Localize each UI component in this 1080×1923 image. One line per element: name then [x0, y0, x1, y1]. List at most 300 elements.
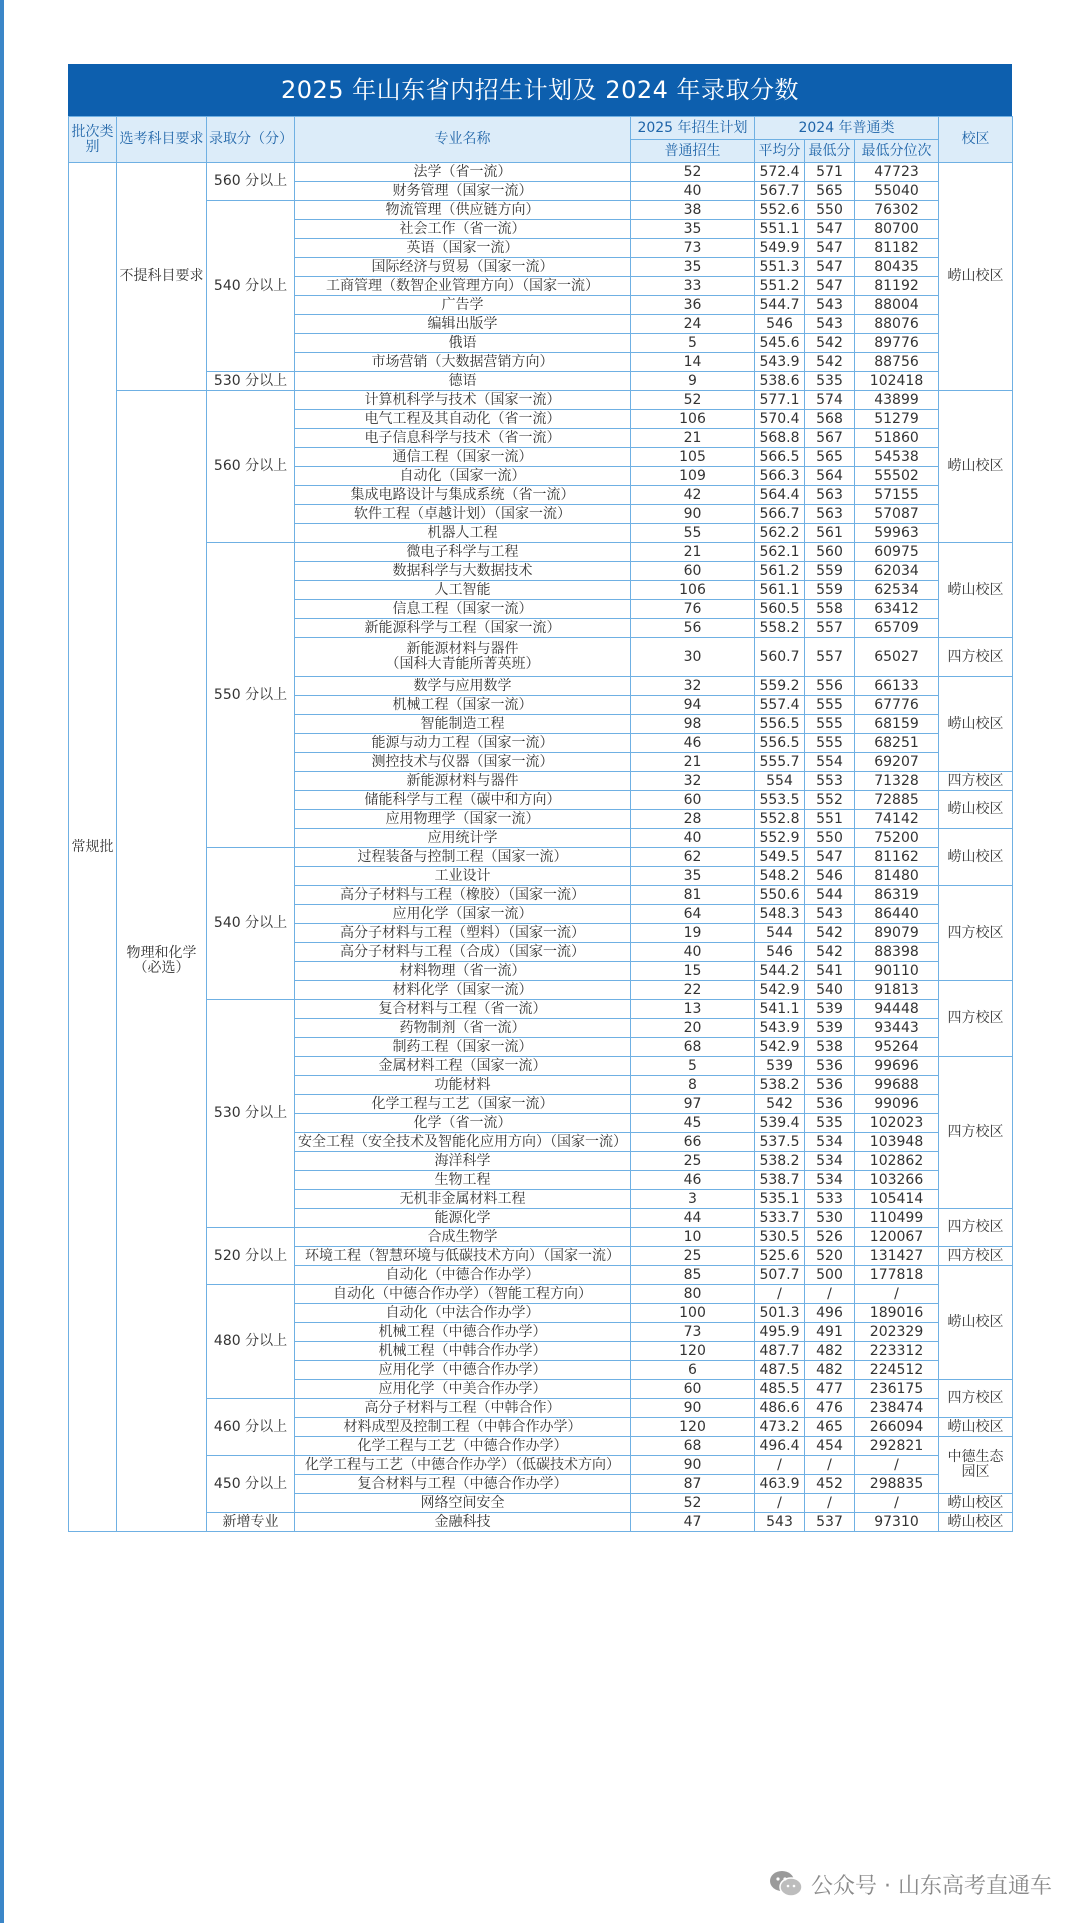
- avg-score-cell: 567.7: [755, 182, 805, 201]
- header-plan-regular: 普通招生: [631, 140, 755, 163]
- avg-score-cell: 485.5: [755, 1380, 805, 1399]
- plan-count-cell: 5: [631, 334, 755, 353]
- major-name-cell: [295, 791, 631, 810]
- plan-count-cell: 35: [631, 867, 755, 886]
- major-name: 集成电路设计与集成系统（省一流）: [350, 486, 575, 503]
- campus-cell: 四方校区: [939, 1380, 1013, 1418]
- min-score-cell: 567: [805, 429, 855, 448]
- major-name: 通信工程（国家一流）: [392, 448, 533, 465]
- campus-cell: 四方校区: [939, 886, 1013, 981]
- major-name: 复合材料与工程（中德合作办学）: [357, 1475, 568, 1492]
- major-name: 财务管理（国家一流）: [392, 182, 533, 199]
- min-score-cell: 535: [805, 1114, 855, 1133]
- min-score-cell: 565: [805, 182, 855, 201]
- min-score-cell: 542: [805, 353, 855, 372]
- avg-score-cell: 566.3: [755, 467, 805, 486]
- major-name: 应用化学（国家一流）: [392, 905, 533, 922]
- plan-count-cell: 81: [631, 886, 755, 905]
- plan-count-cell: 105: [631, 448, 755, 467]
- min-rank-cell: 51860: [855, 429, 939, 448]
- plan-count-cell: 98: [631, 715, 755, 734]
- min-score-cell: 452: [805, 1475, 855, 1494]
- min-rank-cell: 90110: [855, 962, 939, 981]
- min-rank-cell: 57155: [855, 486, 939, 505]
- table-body: [69, 163, 1013, 1532]
- min-score-cell: 520: [805, 1247, 855, 1266]
- watermark-text: 公众号 · 山东高考直通车: [811, 1873, 1052, 1899]
- major-name: 复合材料与工程（省一流）: [378, 1000, 547, 1017]
- min-rank-cell: 63412: [855, 600, 939, 619]
- major-name: 自动化（国家一流）: [399, 467, 526, 484]
- avg-score-cell: 553.5: [755, 791, 805, 810]
- min-score-cell: 465: [805, 1418, 855, 1437]
- major-name-cell: [295, 619, 631, 638]
- min-rank-cell: 86440: [855, 905, 939, 924]
- header-score: 录取分（分）: [207, 117, 295, 163]
- major-name: 人工智能: [434, 581, 491, 598]
- min-score-cell: 543: [805, 905, 855, 924]
- avg-score-cell: 538.2: [755, 1076, 805, 1095]
- major-name: 自动化（中法合作办学）: [385, 1304, 540, 1321]
- min-score-cell: 533: [805, 1190, 855, 1209]
- major-name-cell: [295, 1038, 631, 1057]
- major-name: 能源化学: [434, 1209, 491, 1226]
- major-name-cell: [295, 905, 631, 924]
- major-name-cell: [295, 1133, 631, 1152]
- plan-count-cell: 46: [631, 734, 755, 753]
- major-name-cell: [295, 1152, 631, 1171]
- campus-cell: 四方校区: [939, 981, 1013, 1057]
- major-name-cell: [295, 220, 631, 239]
- major-name: 材料化学（国家一流）: [392, 981, 533, 998]
- major-name-cell: [295, 182, 631, 201]
- min-rank-cell: 69207: [855, 753, 939, 772]
- major-name-cell: [295, 1285, 631, 1304]
- min-rank-cell: 93443: [855, 1019, 939, 1038]
- plan-count-cell: 52: [631, 163, 755, 182]
- avg-score-cell: 495.9: [755, 1323, 805, 1342]
- campus-cell: 四方校区: [939, 638, 1013, 677]
- min-rank-cell: 43899: [855, 391, 939, 410]
- plan-count-cell: 6: [631, 1361, 755, 1380]
- avg-score-cell: 525.6: [755, 1247, 805, 1266]
- min-score-cell: 547: [805, 848, 855, 867]
- major-name-cell: [295, 562, 631, 581]
- min-rank-cell: 80700: [855, 220, 939, 239]
- min-score-cell: 537: [805, 1513, 855, 1532]
- min-score-cell: 542: [805, 334, 855, 353]
- major-name-cell: [295, 1057, 631, 1076]
- min-rank-cell: 72885: [855, 791, 939, 810]
- min-score-cell: 564: [805, 467, 855, 486]
- min-rank-cell: 236175: [855, 1380, 939, 1399]
- campus-cell: 崂山校区: [939, 1513, 1013, 1532]
- plan-count-cell: 120: [631, 1342, 755, 1361]
- table-row: [69, 848, 1013, 867]
- major-name-cell: [295, 924, 631, 943]
- min-rank-cell: 94448: [855, 1000, 939, 1019]
- min-score-cell: 538: [805, 1038, 855, 1057]
- min-rank-cell: 81182: [855, 239, 939, 258]
- avg-score-cell: 538.6: [755, 372, 805, 391]
- major-name-cell: [295, 163, 631, 182]
- major-name: 数据科学与大数据技术: [392, 562, 533, 579]
- plan-count-cell: 35: [631, 258, 755, 277]
- major-name: 制药工程（国家一流）: [392, 1038, 533, 1055]
- score-threshold-cell: 480 分以上: [207, 1285, 295, 1399]
- min-rank-cell: 99696: [855, 1057, 939, 1076]
- major-name-cell: [295, 981, 631, 1000]
- min-score-cell: 542: [805, 924, 855, 943]
- min-score-cell: 454: [805, 1437, 855, 1456]
- min-score-cell: 534: [805, 1133, 855, 1152]
- plan-count-cell: 20: [631, 1019, 755, 1038]
- major-name-cell: [295, 1190, 631, 1209]
- major-name: 英语（国家一流）: [406, 239, 519, 256]
- avg-score-cell: 539: [755, 1057, 805, 1076]
- min-score-cell: 536: [805, 1057, 855, 1076]
- min-score-cell: 536: [805, 1076, 855, 1095]
- min-rank-cell: 86319: [855, 886, 939, 905]
- campus-cell: 崂山校区: [939, 677, 1013, 772]
- plan-count-cell: 60: [631, 791, 755, 810]
- campus-cell: 中德生态园区: [939, 1437, 1013, 1494]
- campus-cell: 崂山校区: [939, 543, 1013, 638]
- major-name: 市场营销（大数据营销方向）: [371, 353, 554, 370]
- avg-score-cell: 542: [755, 1095, 805, 1114]
- min-rank-cell: 292821: [855, 1437, 939, 1456]
- min-rank-cell: 102418: [855, 372, 939, 391]
- avg-score-cell: 507.7: [755, 1266, 805, 1285]
- min-score-cell: 556: [805, 677, 855, 696]
- campus-cell: 崂山校区: [939, 829, 1013, 886]
- min-score-cell: 571: [805, 163, 855, 182]
- major-name-cell: [295, 1418, 631, 1437]
- avg-score-cell: 549.9: [755, 239, 805, 258]
- plan-count-cell: 73: [631, 239, 755, 258]
- avg-score-cell: 551.3: [755, 258, 805, 277]
- plan-count-cell: 47: [631, 1513, 755, 1532]
- min-rank-cell: 99096: [855, 1095, 939, 1114]
- major-name-cell: [295, 886, 631, 905]
- major-name: 德语: [448, 372, 477, 389]
- plan-count-cell: 73: [631, 1323, 755, 1342]
- min-rank-cell: 62534: [855, 581, 939, 600]
- major-name: 广告学: [441, 296, 484, 313]
- min-rank-cell: 76302: [855, 201, 939, 220]
- plan-count-cell: 87: [631, 1475, 755, 1494]
- major-name-cell: [295, 505, 631, 524]
- plan-count-cell: 68: [631, 1437, 755, 1456]
- plan-count-cell: 66: [631, 1133, 755, 1152]
- plan-count-cell: 109: [631, 467, 755, 486]
- min-rank-cell: 75200: [855, 829, 939, 848]
- major-name: 编辑出版学: [427, 315, 498, 332]
- major-name: 自动化（中德合作办学）（智能工程方向）: [333, 1285, 592, 1302]
- avg-score-cell: /: [755, 1456, 805, 1475]
- min-score-cell: 558: [805, 600, 855, 619]
- major-name-cell: [295, 448, 631, 467]
- avg-score-cell: 543: [755, 1513, 805, 1532]
- plan-count-cell: 52: [631, 1494, 755, 1513]
- min-rank-cell: 55502: [855, 467, 939, 486]
- min-rank-cell: 95264: [855, 1038, 939, 1057]
- score-threshold-cell: 新增专业: [207, 1513, 295, 1532]
- min-rank-cell: 81192: [855, 277, 939, 296]
- plan-count-cell: 52: [631, 391, 755, 410]
- major-name: 化学（省一流）: [413, 1114, 512, 1131]
- score-threshold-cell: 460 分以上: [207, 1399, 295, 1456]
- major-name-cell: [295, 867, 631, 886]
- min-rank-cell: 62034: [855, 562, 939, 581]
- min-rank-cell: 223312: [855, 1342, 939, 1361]
- min-rank-cell: 66133: [855, 677, 939, 696]
- avg-score-cell: 548.3: [755, 905, 805, 924]
- campus-cell: 崂山校区: [939, 391, 1013, 543]
- min-rank-cell: 99688: [855, 1076, 939, 1095]
- min-score-cell: 560: [805, 543, 855, 562]
- plan-count-cell: 90: [631, 1456, 755, 1475]
- min-rank-cell: 89079: [855, 924, 939, 943]
- avg-score-cell: 545.6: [755, 334, 805, 353]
- avg-score-cell: 533.7: [755, 1209, 805, 1228]
- plan-count-cell: 5: [631, 1057, 755, 1076]
- avg-score-cell: 544.2: [755, 962, 805, 981]
- plan-count-cell: 55: [631, 524, 755, 543]
- avg-score-cell: 561.2: [755, 562, 805, 581]
- min-score-cell: 551: [805, 810, 855, 829]
- table-row: [69, 163, 1013, 182]
- min-score-cell: 476: [805, 1399, 855, 1418]
- major-name: 高分子材料与工程（合成）（国家一流）: [340, 943, 585, 960]
- min-rank-cell: 120067: [855, 1228, 939, 1247]
- campus-cell: 四方校区: [939, 1209, 1013, 1247]
- min-score-cell: 557: [805, 638, 855, 677]
- major-name-cell: [295, 734, 631, 753]
- min-score-cell: 539: [805, 1000, 855, 1019]
- avg-score-cell: 556.5: [755, 715, 805, 734]
- min-score-cell: 553: [805, 772, 855, 791]
- admission-table-sheet: [68, 64, 1012, 1532]
- min-rank-cell: 102862: [855, 1152, 939, 1171]
- table-row: [69, 1513, 1013, 1532]
- min-rank-cell: 65709: [855, 619, 939, 638]
- avg-score-cell: 543.9: [755, 353, 805, 372]
- major-name: 安全工程（安全技术及智能化应用方向）（国家一流）: [298, 1133, 627, 1150]
- campus-cell: 四方校区: [939, 1057, 1013, 1209]
- major-name-cell: [295, 391, 631, 410]
- major-name-cell: [295, 1323, 631, 1342]
- watermark: [769, 1864, 1052, 1904]
- major-name-cell: [295, 600, 631, 619]
- min-score-cell: 559: [805, 581, 855, 600]
- plan-count-cell: 32: [631, 772, 755, 791]
- avg-score-cell: 561.1: [755, 581, 805, 600]
- plan-count-cell: 40: [631, 829, 755, 848]
- major-name: 高分子材料与工程（中韩合作）: [364, 1399, 561, 1416]
- wechat-icon: [769, 1869, 803, 1899]
- min-score-cell: 543: [805, 296, 855, 315]
- major-name: 化学工程与工艺（中德合作办学）: [357, 1437, 568, 1454]
- plan-count-cell: 10: [631, 1228, 755, 1247]
- avg-score-cell: 544.7: [755, 296, 805, 315]
- major-name: 化学工程与工艺（中德合作办学）（低碳技术方向）: [305, 1456, 620, 1473]
- major-name-note: （国科大青能所菁英班）: [385, 656, 540, 672]
- major-name: 社会工作（省一流）: [399, 220, 526, 237]
- score-threshold-cell: 560 分以上: [207, 391, 295, 543]
- major-name-cell: [295, 1247, 631, 1266]
- plan-count-cell: 22: [631, 981, 755, 1000]
- min-score-cell: 534: [805, 1171, 855, 1190]
- major-name-cell: [295, 239, 631, 258]
- min-score-cell: 563: [805, 505, 855, 524]
- min-score-cell: 482: [805, 1342, 855, 1361]
- avg-score-cell: 577.1: [755, 391, 805, 410]
- major-name-cell: [295, 1019, 631, 1038]
- major-name-cell: [295, 334, 631, 353]
- plan-count-cell: 35: [631, 220, 755, 239]
- min-score-cell: 561: [805, 524, 855, 543]
- score-threshold-cell: 520 分以上: [207, 1228, 295, 1285]
- major-name-cell: [295, 277, 631, 296]
- min-rank-cell: 68251: [855, 734, 939, 753]
- header-subject: 选考科目要求: [117, 117, 207, 163]
- major-name: 工业设计: [434, 867, 491, 884]
- plan-count-cell: 60: [631, 562, 755, 581]
- plan-count-cell: 85: [631, 1266, 755, 1285]
- major-name-cell: [295, 581, 631, 600]
- min-score-cell: 500: [805, 1266, 855, 1285]
- plan-count-cell: 80: [631, 1285, 755, 1304]
- left-edge-line: [0, 0, 4, 1923]
- avg-score-cell: 566.5: [755, 448, 805, 467]
- major-name-cell: [295, 1171, 631, 1190]
- plan-count-cell: 64: [631, 905, 755, 924]
- avg-score-cell: 543.9: [755, 1019, 805, 1038]
- header-plan-2025: 2025 年招生计划: [631, 117, 755, 140]
- major-name: 物流管理（供应链方向）: [385, 201, 540, 218]
- min-rank-cell: 59963: [855, 524, 939, 543]
- subject-requirement-cell: 物理和化学（必选）: [117, 391, 207, 1532]
- min-rank-cell: 91813: [855, 981, 939, 1000]
- header-min-score: 最低分: [805, 140, 855, 163]
- plan-count-cell: 76: [631, 600, 755, 619]
- min-rank-cell: 51279: [855, 410, 939, 429]
- major-name: 无机非金属材料工程: [399, 1190, 526, 1207]
- avg-score-cell: 537.5: [755, 1133, 805, 1152]
- avg-score-cell: 496.4: [755, 1437, 805, 1456]
- major-name-cell: [295, 296, 631, 315]
- campus-cell: 崂山校区: [939, 791, 1013, 829]
- header-min-rank: 最低分位次: [855, 140, 939, 163]
- table-row: [69, 543, 1013, 562]
- min-rank-cell: 54538: [855, 448, 939, 467]
- plan-count-cell: 94: [631, 696, 755, 715]
- plan-count-cell: 44: [631, 1209, 755, 1228]
- min-score-cell: 547: [805, 258, 855, 277]
- table-row: [69, 372, 1013, 391]
- plan-count-cell: 42: [631, 486, 755, 505]
- min-rank-cell: 189016: [855, 1304, 939, 1323]
- major-name-cell: [295, 1380, 631, 1399]
- major-name-cell: [295, 410, 631, 429]
- plan-count-cell: 106: [631, 581, 755, 600]
- table-row: [69, 201, 1013, 220]
- min-rank-cell: 224512: [855, 1361, 939, 1380]
- major-name-cell: [295, 1076, 631, 1095]
- avg-score-cell: 544: [755, 924, 805, 943]
- min-score-cell: 557: [805, 619, 855, 638]
- major-name-cell: [295, 1304, 631, 1323]
- major-name-cell: [295, 1437, 631, 1456]
- major-name-cell: [295, 1456, 631, 1475]
- avg-score-cell: 473.2: [755, 1418, 805, 1437]
- major-name-cell: [295, 1114, 631, 1133]
- major-name: 机械工程（中韩合作办学）: [378, 1342, 547, 1359]
- major-name: 机器人工程: [427, 524, 498, 541]
- min-score-cell: 496: [805, 1304, 855, 1323]
- major-name: 新能源材料与器件: [406, 772, 519, 789]
- avg-score-cell: 562.1: [755, 543, 805, 562]
- plan-count-cell: 30: [631, 638, 755, 677]
- avg-score-cell: 572.4: [755, 163, 805, 182]
- score-threshold-cell: 450 分以上: [207, 1456, 295, 1513]
- avg-score-cell: 501.3: [755, 1304, 805, 1323]
- avg-score-cell: 551.2: [755, 277, 805, 296]
- major-name: 机械工程（国家一流）: [392, 696, 533, 713]
- major-name-cell: [295, 638, 631, 677]
- min-rank-cell: 89776: [855, 334, 939, 353]
- min-score-cell: 535: [805, 372, 855, 391]
- min-score-cell: 542: [805, 943, 855, 962]
- min-rank-cell: 298835: [855, 1475, 939, 1494]
- min-score-cell: 482: [805, 1361, 855, 1380]
- min-rank-cell: 65027: [855, 638, 939, 677]
- major-name: 微电子科学与工程: [406, 543, 519, 560]
- plan-count-cell: 45: [631, 1114, 755, 1133]
- min-rank-cell: 68159: [855, 715, 939, 734]
- major-name: 过程装备与控制工程（国家一流）: [357, 848, 568, 865]
- avg-score-cell: 560.5: [755, 600, 805, 619]
- major-name-cell: [295, 467, 631, 486]
- major-name: 化学工程与工艺（国家一流）: [371, 1095, 554, 1112]
- major-name: 海洋科学: [434, 1152, 491, 1169]
- major-name: 应用物理学（国家一流）: [385, 810, 540, 827]
- min-score-cell: 555: [805, 734, 855, 753]
- avg-score-cell: 568.8: [755, 429, 805, 448]
- major-name: 高分子材料与工程（塑料）（国家一流）: [340, 924, 585, 941]
- min-rank-cell: /: [855, 1494, 939, 1513]
- campus-cell: 崂山校区: [939, 1494, 1013, 1513]
- major-name: 俄语: [448, 334, 477, 351]
- avg-score-cell: 555.7: [755, 753, 805, 772]
- plan-count-cell: 100: [631, 1304, 755, 1323]
- major-name: 药物制剂（省一流）: [399, 1019, 526, 1036]
- min-rank-cell: 60975: [855, 543, 939, 562]
- avg-score-cell: 539.4: [755, 1114, 805, 1133]
- avg-score-cell: 564.4: [755, 486, 805, 505]
- plan-count-cell: 15: [631, 962, 755, 981]
- min-rank-cell: 103266: [855, 1171, 939, 1190]
- avg-score-cell: 549.5: [755, 848, 805, 867]
- major-name: 自动化（中德合作办学）: [385, 1266, 540, 1283]
- plan-count-cell: 97: [631, 1095, 755, 1114]
- avg-score-cell: 542.9: [755, 1038, 805, 1057]
- plan-count-cell: 90: [631, 1399, 755, 1418]
- plan-count-cell: 56: [631, 619, 755, 638]
- major-name: 新能源材料与器件: [406, 641, 519, 657]
- plan-count-cell: 36: [631, 296, 755, 315]
